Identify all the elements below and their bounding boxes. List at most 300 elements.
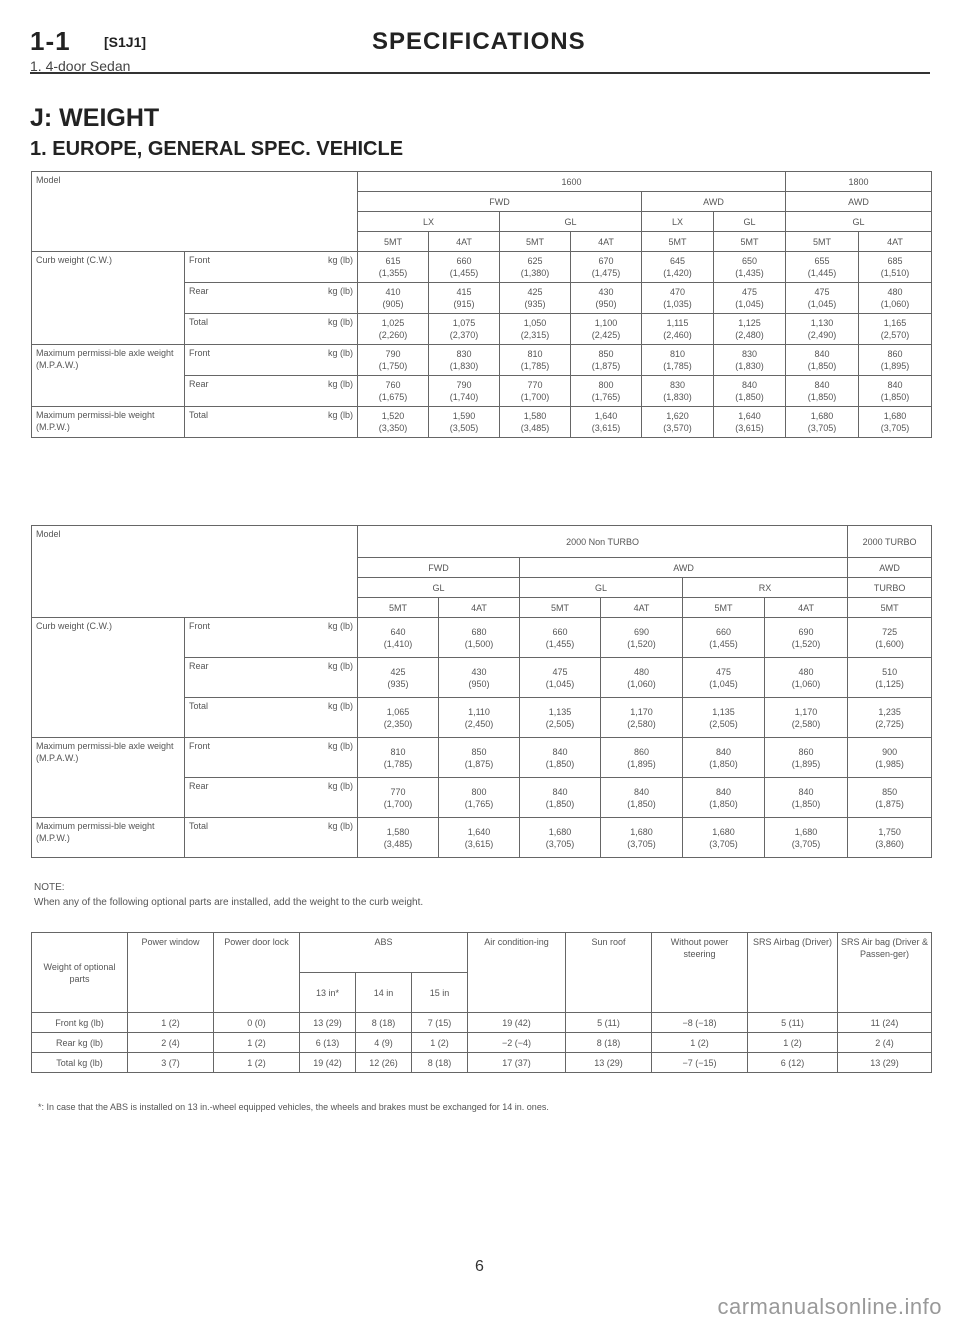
table-cell — [439, 698, 520, 738]
weight-kg: 830 — [742, 349, 758, 359]
table-cell: 13 (29) — [566, 1053, 652, 1073]
weight-lb: (3,485) — [383, 838, 413, 849]
weight-kg: 770 — [527, 380, 543, 390]
weight-kg: 790 — [385, 349, 401, 359]
table-cell — [358, 778, 439, 818]
table-cell — [859, 376, 932, 407]
drive-awd: AWD — [520, 558, 848, 578]
optional-weight-header: Weight of optional parts — [32, 933, 128, 1013]
weight-kg: 1,050 — [523, 318, 547, 328]
weight-kg: 1,025 — [381, 318, 405, 328]
table-cell: 4 (9) — [356, 1033, 412, 1053]
table-row — [32, 1053, 932, 1073]
weight-kg: 900 — [882, 746, 898, 757]
weight-table-1600-1800 — [31, 171, 932, 438]
table-cell — [500, 345, 571, 376]
table-cell — [683, 658, 765, 698]
weight-lb: (1,045) — [735, 299, 764, 309]
table-cell: 0 (0) — [214, 1013, 300, 1033]
weight-kg: 475 — [814, 287, 830, 297]
transmission-label: 4AT — [429, 232, 500, 252]
table-cell — [859, 345, 932, 376]
transmission-label: 5MT — [520, 598, 601, 618]
table-cell — [358, 658, 439, 698]
weight-kg: 1,135 — [712, 706, 735, 717]
weight-kg: 410 — [385, 287, 401, 297]
transmission-label: 4AT — [601, 598, 683, 618]
weight-lb: (1,045) — [709, 678, 738, 689]
header-rule — [30, 72, 930, 74]
table-cell — [500, 252, 571, 283]
row-label: Total kg (lb) — [32, 1053, 128, 1073]
table-cell — [765, 818, 848, 858]
table-cell — [358, 314, 429, 345]
table-cell — [358, 698, 439, 738]
weight-lb: (2,350) — [383, 718, 413, 729]
weight-kg: 660 — [716, 626, 732, 637]
table-cell: −8 (−18) — [652, 1013, 748, 1033]
table-cell: 1 (2) — [652, 1033, 748, 1053]
weight-kg: 760 — [385, 380, 401, 390]
weight-lb: (1,520) — [627, 638, 656, 649]
weight-lb: (1,380) — [520, 268, 550, 278]
table-cell: 7 (15) — [412, 1013, 468, 1033]
trim-label: TURBO — [848, 578, 932, 598]
drive-fwd: FWD — [358, 192, 642, 212]
table-cell — [859, 407, 932, 438]
weight-kg: 1,680 — [548, 826, 572, 837]
page-header — [30, 26, 930, 76]
weight-kg: 685 — [887, 256, 903, 266]
weight-lb: (2,315) — [520, 330, 550, 340]
weight-lb: (950) — [468, 678, 490, 689]
page-number: 6 — [475, 1258, 484, 1275]
curb-weight-label: Curb weight (C.W.) — [32, 252, 185, 345]
weight-kg: 1,110 — [468, 706, 490, 717]
table-cell — [786, 376, 859, 407]
table-cell — [429, 283, 500, 314]
table-cell: 1 (2) — [214, 1033, 300, 1053]
weight-kg: 850 — [471, 746, 487, 757]
weight-kg: 1,170 — [794, 706, 818, 717]
table-cell — [571, 252, 642, 283]
table-cell: −2 (−4) — [468, 1033, 566, 1053]
weight-lb: (1,785) — [663, 361, 692, 371]
weight-lb: (1,475) — [591, 268, 621, 278]
weight-kg: 480 — [798, 666, 814, 677]
transmission-label: 5MT — [358, 232, 429, 252]
table-cell — [765, 778, 848, 818]
table-cell: 12 (26) — [356, 1053, 412, 1073]
weight-kg: 1,680 — [810, 411, 834, 421]
table-cell: 6 (13) — [300, 1033, 356, 1053]
table-cell: 8 (18) — [566, 1033, 652, 1053]
transmission-label: 5MT — [358, 598, 439, 618]
weight-lb: (1,765) — [591, 392, 621, 402]
weight-lb: (2,580) — [791, 718, 821, 729]
weight-lb: (1,125) — [875, 678, 904, 689]
weight-kg: 510 — [882, 666, 898, 677]
weight-kg: 1,680 — [794, 826, 818, 837]
weight-lb: (3,860) — [875, 838, 904, 849]
table-cell — [683, 698, 765, 738]
weight-kg: 475 — [716, 666, 732, 677]
weight-lb: (2,450) — [464, 718, 494, 729]
weight-lb: (2,480) — [735, 330, 764, 340]
unit-label: kg (lb) — [328, 821, 354, 831]
weight-lb: (1,850) — [627, 798, 656, 809]
watermark: carmanualsonline.info — [717, 1294, 942, 1319]
table-cell — [765, 658, 848, 698]
weight-lb: (2,370) — [449, 330, 479, 340]
weight-lb: (3,705) — [627, 838, 656, 849]
table-cell: 5 (11) — [748, 1013, 838, 1033]
weight-lb: (1,420) — [663, 268, 692, 278]
row-sublabel — [185, 407, 358, 438]
weight-lb: (1,060) — [627, 678, 656, 689]
table-cell — [601, 778, 683, 818]
weight-lb: (1,675) — [378, 392, 408, 402]
table-cell — [786, 314, 859, 345]
unit-label: kg (lb) — [328, 701, 354, 711]
weight-kg: 480 — [634, 666, 650, 677]
note-title: NOTE: — [34, 882, 65, 893]
table-cell — [765, 698, 848, 738]
weight-lb: (1,830) — [449, 361, 479, 371]
weight-kg: 840 — [716, 786, 732, 797]
trim-label: GL — [358, 578, 520, 598]
weight-lb: (915) — [453, 299, 475, 309]
weight-lb: (1,875) — [464, 758, 494, 769]
weight-kg: 840 — [552, 746, 568, 757]
abs-15-header: 15 in — [412, 973, 468, 1013]
weight-lb: (1,850) — [545, 798, 575, 809]
table-cell — [358, 618, 439, 658]
front-label: Front — [189, 621, 211, 631]
weight-lb: (1,355) — [378, 268, 408, 278]
table-cell — [429, 376, 500, 407]
weight-kg: 840 — [552, 786, 568, 797]
trim-label: GL — [714, 212, 786, 232]
weight-kg: 840 — [814, 349, 830, 359]
table-cell: 19 (42) — [468, 1013, 566, 1033]
weight-lb: (1,850) — [807, 392, 837, 402]
row-sublabel — [185, 818, 358, 858]
table-cell — [520, 658, 601, 698]
table-cell — [429, 345, 500, 376]
abs-13-header: 13 in* — [300, 973, 356, 1013]
engine-2000-non-turbo: 2000 Non TURBO — [358, 526, 848, 558]
transmission-label: 5MT — [642, 232, 714, 252]
weight-lb: (3,505) — [449, 423, 479, 433]
weight-kg: 425 — [390, 666, 406, 677]
weight-lb: (1,765) — [464, 798, 494, 809]
rear-label: Rear — [189, 781, 209, 791]
weight-lb: (1,700) — [520, 392, 550, 402]
weight-kg: 770 — [390, 786, 406, 797]
weight-kg: 1,170 — [630, 706, 653, 717]
transmission-label: 5MT — [786, 232, 859, 252]
row-sublabel — [185, 376, 358, 407]
weight-lb: (3,705) — [791, 838, 821, 849]
table-cell — [439, 618, 520, 658]
weight-lb: (3,705) — [545, 838, 575, 849]
table-cell: 2 (4) — [838, 1033, 932, 1053]
weight-kg: 1,125 — [738, 318, 761, 328]
power-window-header: Power window — [128, 933, 214, 1013]
weight-kg: 810 — [390, 746, 406, 757]
table-cell: 8 (18) — [356, 1013, 412, 1033]
weight-kg: 615 — [385, 256, 401, 266]
row-sublabel — [185, 658, 358, 698]
weight-lb: (1,850) — [735, 392, 764, 402]
weight-lb: (3,705) — [880, 423, 910, 433]
weight-kg: 1,640 — [594, 411, 618, 421]
weight-lb: (1,035) — [663, 299, 692, 309]
table-cell — [714, 314, 786, 345]
weight-lb: (1,410) — [383, 638, 413, 649]
weight-lb: (935) — [524, 299, 546, 309]
trim-label: GL — [786, 212, 932, 232]
weight-kg: 800 — [471, 786, 487, 797]
table-cell — [571, 407, 642, 438]
weight-kg: 480 — [887, 287, 903, 297]
page-subtitle: 1. 4-door Sedan — [30, 58, 131, 74]
weight-kg: 830 — [456, 349, 472, 359]
weight-kg: 640 — [390, 626, 406, 637]
weight-lb: (1,045) — [545, 678, 575, 689]
table-cell — [848, 778, 932, 818]
weight-kg: 1,750 — [878, 826, 901, 837]
unit-label: kg (lb) — [328, 379, 354, 389]
table-cell — [358, 818, 439, 858]
table-cell — [601, 618, 683, 658]
table-cell — [714, 283, 786, 314]
weight-lb: (3,615) — [735, 423, 764, 433]
weight-kg: 1,520 — [381, 411, 405, 421]
table-cell — [500, 376, 571, 407]
weight-kg: 725 — [882, 626, 898, 637]
weight-lb: (1,045) — [807, 299, 837, 309]
row-sublabel — [185, 314, 358, 345]
table-cell — [429, 314, 500, 345]
table-cell: 1 (2) — [128, 1013, 214, 1033]
table-cell — [358, 738, 439, 778]
table-cell — [642, 345, 714, 376]
table-cell — [848, 818, 932, 858]
table-cell — [500, 407, 571, 438]
weight-kg: 690 — [798, 626, 814, 637]
weight-lb: (2,505) — [545, 718, 575, 729]
table-cell — [765, 738, 848, 778]
table-cell — [601, 658, 683, 698]
weight-lb: (1,785) — [383, 758, 413, 769]
table-cell — [683, 738, 765, 778]
weight-lb: (1,750) — [378, 361, 408, 371]
srs-airbag-driver-header: SRS Airbag (Driver) — [748, 933, 838, 1013]
weight-kg: 475 — [552, 666, 568, 677]
unit-label: kg (lb) — [328, 741, 354, 751]
weight-kg: 655 — [814, 256, 830, 266]
transmission-label: 4AT — [571, 232, 642, 252]
sun-roof-header: Sun roof — [566, 933, 652, 1013]
weight-lb: (1,445) — [807, 268, 837, 278]
power-door-lock-header: Power door lock — [214, 933, 300, 1013]
weight-lb: (3,615) — [464, 838, 494, 849]
table-cell: 13 (29) — [300, 1013, 356, 1033]
table-cell — [601, 698, 683, 738]
air-conditioning-header: Air condition-ing — [468, 933, 566, 1013]
weight-kg: 850 — [598, 349, 614, 359]
table-cell — [642, 407, 714, 438]
weight-lb: (2,490) — [807, 330, 837, 340]
table-cell — [429, 407, 500, 438]
table-cell: 1 (2) — [748, 1033, 838, 1053]
weight-kg: 840 — [716, 746, 732, 757]
weight-kg: 850 — [882, 786, 898, 797]
weight-kg: 1,075 — [452, 318, 476, 328]
weight-lb: (1,455) — [449, 268, 479, 278]
weight-lb: (1,850) — [807, 361, 837, 371]
table-cell — [848, 618, 932, 658]
weight-lb: (2,580) — [627, 718, 656, 729]
table-cell: 3 (7) — [128, 1053, 214, 1073]
weight-kg: 1,590 — [452, 411, 476, 421]
drive-awd: AWD — [786, 192, 932, 212]
unit-label: kg (lb) — [328, 348, 354, 358]
weight-kg: 1,680 — [712, 826, 735, 837]
weight-lb: (1,850) — [791, 798, 821, 809]
row-label: Front kg (lb) — [32, 1013, 128, 1033]
weight-lb: (1,895) — [627, 758, 656, 769]
weight-kg: 1,235 — [878, 706, 901, 717]
weight-lb: (1,060) — [880, 299, 910, 309]
trim-label: LX — [358, 212, 500, 232]
table-cell — [358, 283, 429, 314]
engine-1600: 1600 — [358, 172, 786, 192]
weight-kg: 1,165 — [883, 318, 907, 328]
table-cell — [439, 778, 520, 818]
weight-kg: 1,135 — [548, 706, 572, 717]
row-sublabel — [185, 618, 358, 658]
unit-label: kg (lb) — [328, 661, 354, 671]
weight-kg: 645 — [670, 256, 686, 266]
model-label: Model — [32, 526, 358, 618]
unit-label: kg (lb) — [328, 781, 354, 791]
weight-lb: (2,505) — [709, 718, 738, 729]
weight-table-2000 — [31, 525, 932, 858]
row-sublabel — [185, 698, 358, 738]
trim-label: LX — [642, 212, 714, 232]
weight-kg: 860 — [634, 746, 650, 757]
table-cell: 1 (2) — [412, 1033, 468, 1053]
table-cell — [786, 345, 859, 376]
table-cell — [439, 738, 520, 778]
weight-lb: (1,435) — [735, 268, 764, 278]
table-cell — [358, 376, 429, 407]
table-cell — [500, 283, 571, 314]
footnote: *: In case that the ABS is installed on 13 in.-wheel equipped vehicles, the wheels and brakes must be exchanged for 14 in. ones. — [38, 1102, 549, 1112]
weight-kg: 625 — [527, 256, 543, 266]
table-cell — [642, 314, 714, 345]
weight-lb: (905) — [382, 299, 404, 309]
weight-lb: (950) — [595, 299, 617, 309]
weight-kg: 840 — [742, 380, 758, 390]
weight-lb: (2,460) — [663, 330, 692, 340]
engine-1800: 1800 — [786, 172, 932, 192]
table-cell — [859, 314, 932, 345]
abs-header: ABS — [300, 933, 468, 973]
mpw-label: Maximum permissi-ble weight (M.P.W.) — [32, 818, 185, 858]
weight-lb: (2,725) — [875, 718, 904, 729]
table-cell — [765, 618, 848, 658]
table-cell — [642, 283, 714, 314]
unit-label: kg (lb) — [328, 410, 354, 420]
table-cell — [571, 345, 642, 376]
table-cell: 1 (2) — [214, 1053, 300, 1073]
model-label: Model — [32, 172, 358, 252]
weight-lb: (1,455) — [545, 638, 575, 649]
optional-parts-table — [31, 932, 932, 1073]
weight-lb: (1,875) — [591, 361, 621, 371]
weight-lb: (1,785) — [520, 361, 550, 371]
weight-kg: 1,580 — [523, 411, 547, 421]
total-label: Total — [189, 821, 209, 831]
total-label: Total — [189, 701, 209, 711]
weight-kg: 670 — [598, 256, 614, 266]
table-cell — [500, 314, 571, 345]
table-cell: 6 (12) — [748, 1053, 838, 1073]
weight-lb: (1,875) — [875, 798, 904, 809]
table-cell — [439, 658, 520, 698]
weight-kg: 1,640 — [738, 411, 761, 421]
weight-lb: (1,850) — [709, 758, 738, 769]
weight-kg: 1,640 — [467, 826, 491, 837]
weight-kg: 430 — [471, 666, 487, 677]
table-cell: 17 (37) — [468, 1053, 566, 1073]
weight-kg: 690 — [634, 626, 650, 637]
transmission-label: 5MT — [683, 598, 765, 618]
row-sublabel — [185, 778, 358, 818]
mpaw-label: Maximum permissi-ble axle weight (M.P.A.W.) — [32, 345, 185, 407]
weight-lb: (1,060) — [791, 678, 821, 689]
weight-lb: (1,985) — [875, 758, 904, 769]
table-cell — [786, 283, 859, 314]
section-number: 1-1 — [30, 26, 71, 56]
table-cell — [683, 818, 765, 858]
drive-fwd: FWD — [358, 558, 520, 578]
weight-lb: (2,425) — [591, 330, 621, 340]
drive-awd: AWD — [848, 558, 932, 578]
table-cell — [714, 345, 786, 376]
table-cell — [358, 345, 429, 376]
weight-kg: 415 — [456, 287, 472, 297]
table-cell — [520, 698, 601, 738]
table-cell — [683, 778, 765, 818]
table-cell — [859, 283, 932, 314]
weight-kg: 1,580 — [386, 826, 410, 837]
row-sublabel — [185, 283, 358, 314]
table-cell — [786, 407, 859, 438]
row-sublabel — [185, 252, 358, 283]
table-cell: 19 (42) — [300, 1053, 356, 1073]
mpw-label: Maximum permissi-ble weight (M.P.W.) — [32, 407, 185, 438]
rear-label: Rear — [189, 661, 209, 671]
weight-kg: 840 — [798, 786, 814, 797]
table-cell — [429, 252, 500, 283]
transmission-label: 5MT — [714, 232, 786, 252]
table-cell — [520, 818, 601, 858]
